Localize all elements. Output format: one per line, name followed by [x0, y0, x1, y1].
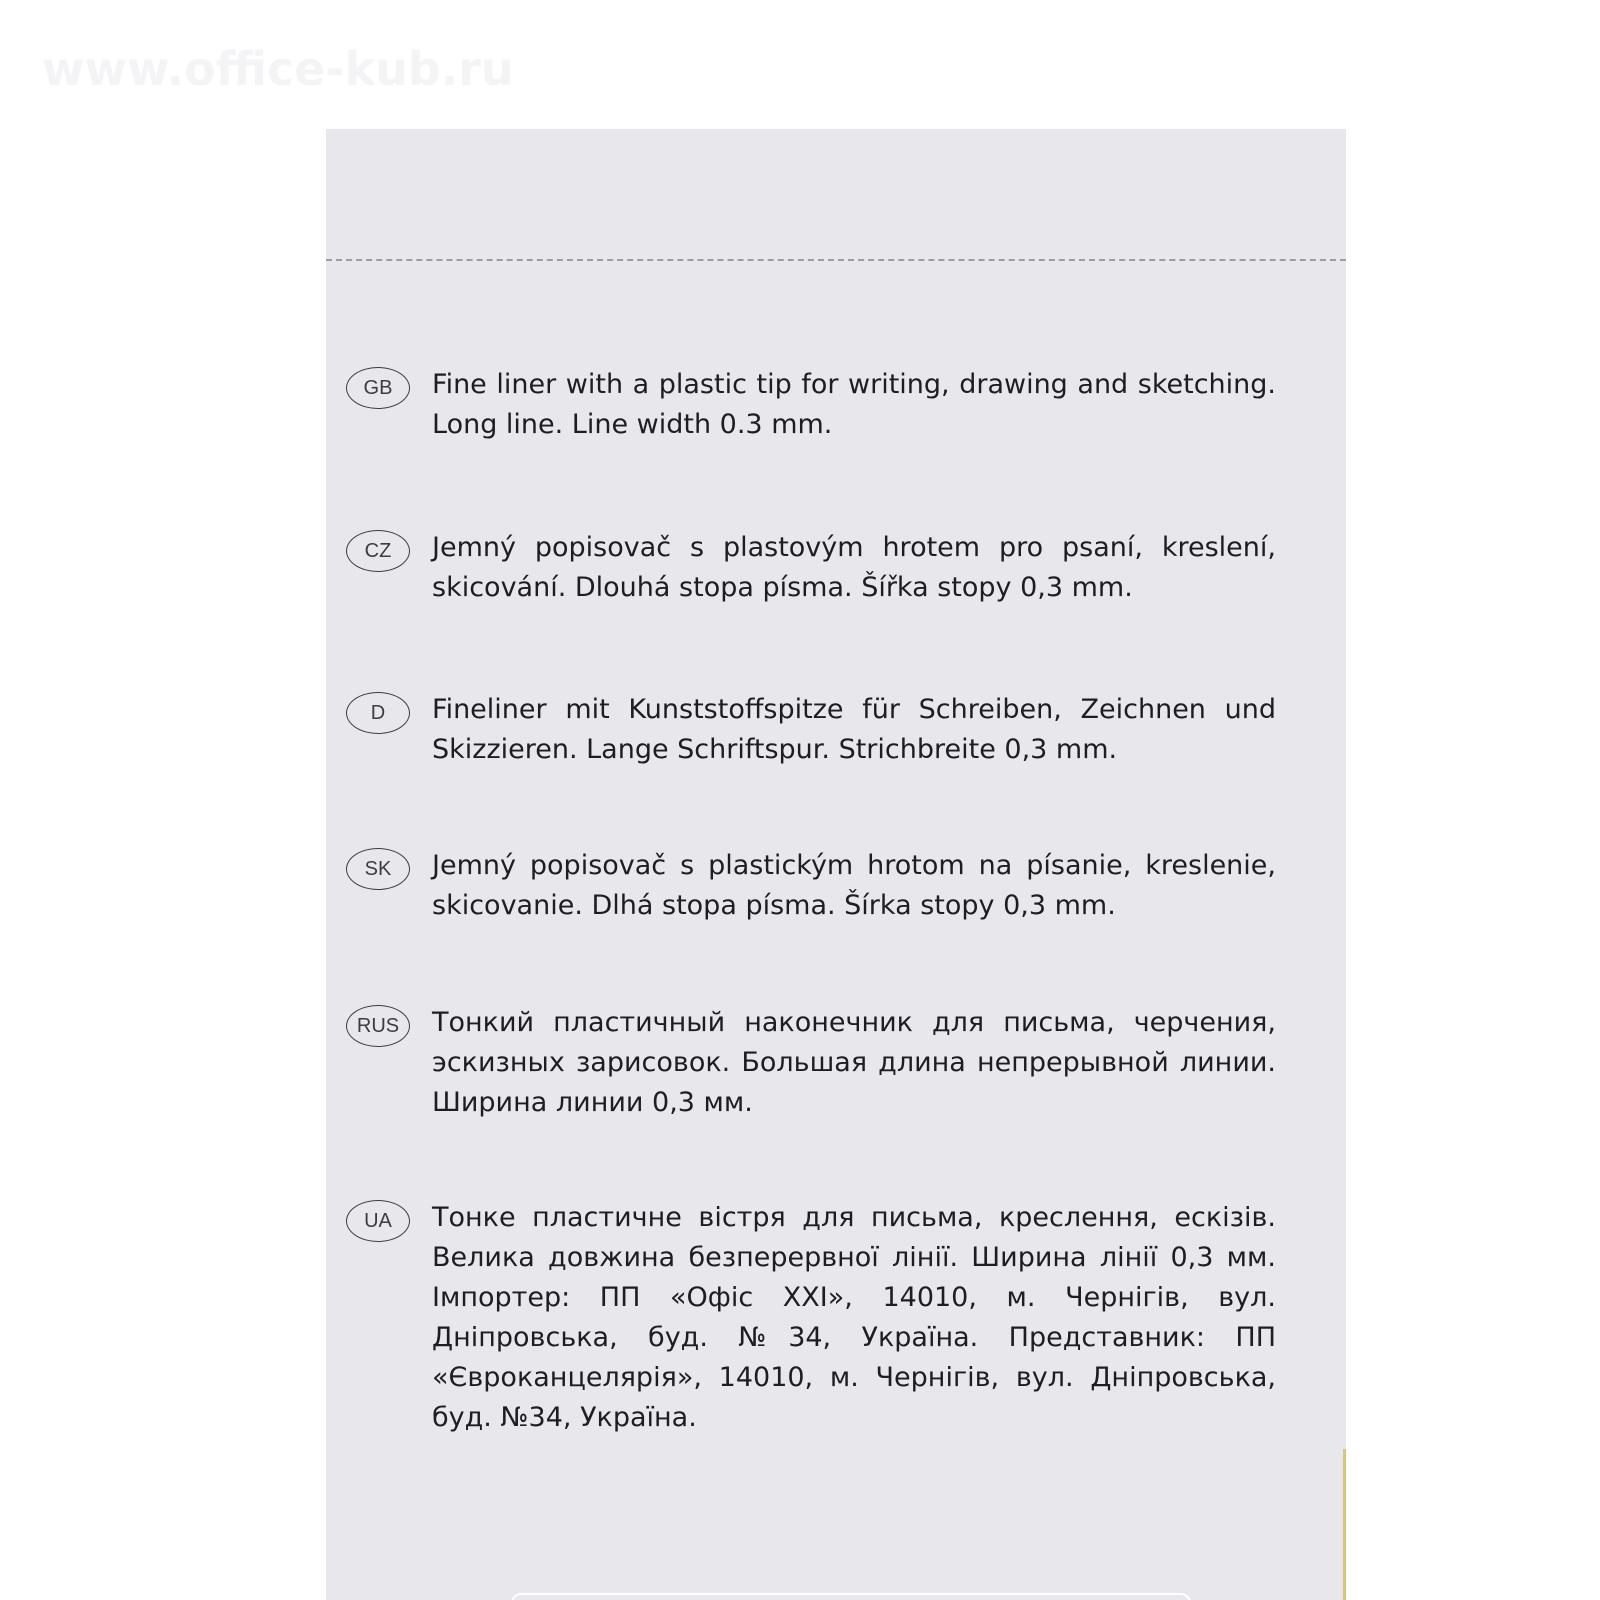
- language-badge-rus: RUS: [346, 1005, 410, 1047]
- description-cz: Jemný popisovač s plastovým hrotem pro psaní, kreslení, skicování. Dlouhá stopa písma. Šířka stopy 0,3 mm.: [432, 532, 1276, 603]
- package-edge: [1343, 1449, 1346, 1600]
- entry-cz: [346, 528, 1276, 608]
- description-d: Fineliner mit Kunststoffspitze für Schreiben, Zeichnen und Skizzieren. Lange Schriftspur. Strichbreite 0,3 mm.: [432, 694, 1276, 765]
- entry-gb: [346, 365, 1276, 445]
- description-ua: Тонке пластичне вістря для письма, креслення, ескізів. Велика довжина безперервної лінії. Ширина лінії 0,3 мм. Імпортер: ПП «Офіс XXI», 14010, м. Чернігів, вул. Дніпровська, буд. №34, Україна. Представник: ПП «Євроканцелярія», 14010, м. Чернігів, вул. Дніпровська, буд. №34, Україна.: [432, 1202, 1276, 1433]
- description-sk: Jemný popisovač s plastickým hrotom na písanie, kreslenie, skicovanie. Dlhá stopa písma. Šírka stopy 0,3 mm.: [432, 850, 1276, 921]
- watermark-text: www.office-kub.ru: [42, 42, 514, 96]
- language-badge-gb: GB: [346, 367, 410, 409]
- entry-d: [346, 690, 1276, 770]
- language-badge-sk: SK: [346, 848, 410, 890]
- language-badge-d: D: [346, 692, 410, 734]
- entry-rus: [346, 1003, 1276, 1123]
- description-gb: Fine liner with a plastic tip for writing, drawing and sketching. Long line. Line width 0.3 mm.: [432, 369, 1276, 440]
- product-label-card: [326, 129, 1346, 1600]
- language-badge-cz: CZ: [346, 530, 410, 572]
- entry-sk: [346, 846, 1276, 926]
- description-rus: Тонкий пластичный наконечник для письма, черчения, эскизных зарисовок. Большая длина непрерывной линии. Ширина линии 0,3 мм.: [432, 1007, 1276, 1118]
- perforation-line: [326, 259, 1346, 261]
- entry-ua: [346, 1198, 1276, 1438]
- hanger-tab-outline: [511, 1593, 1191, 1600]
- language-badge-ua: UA: [346, 1200, 410, 1242]
